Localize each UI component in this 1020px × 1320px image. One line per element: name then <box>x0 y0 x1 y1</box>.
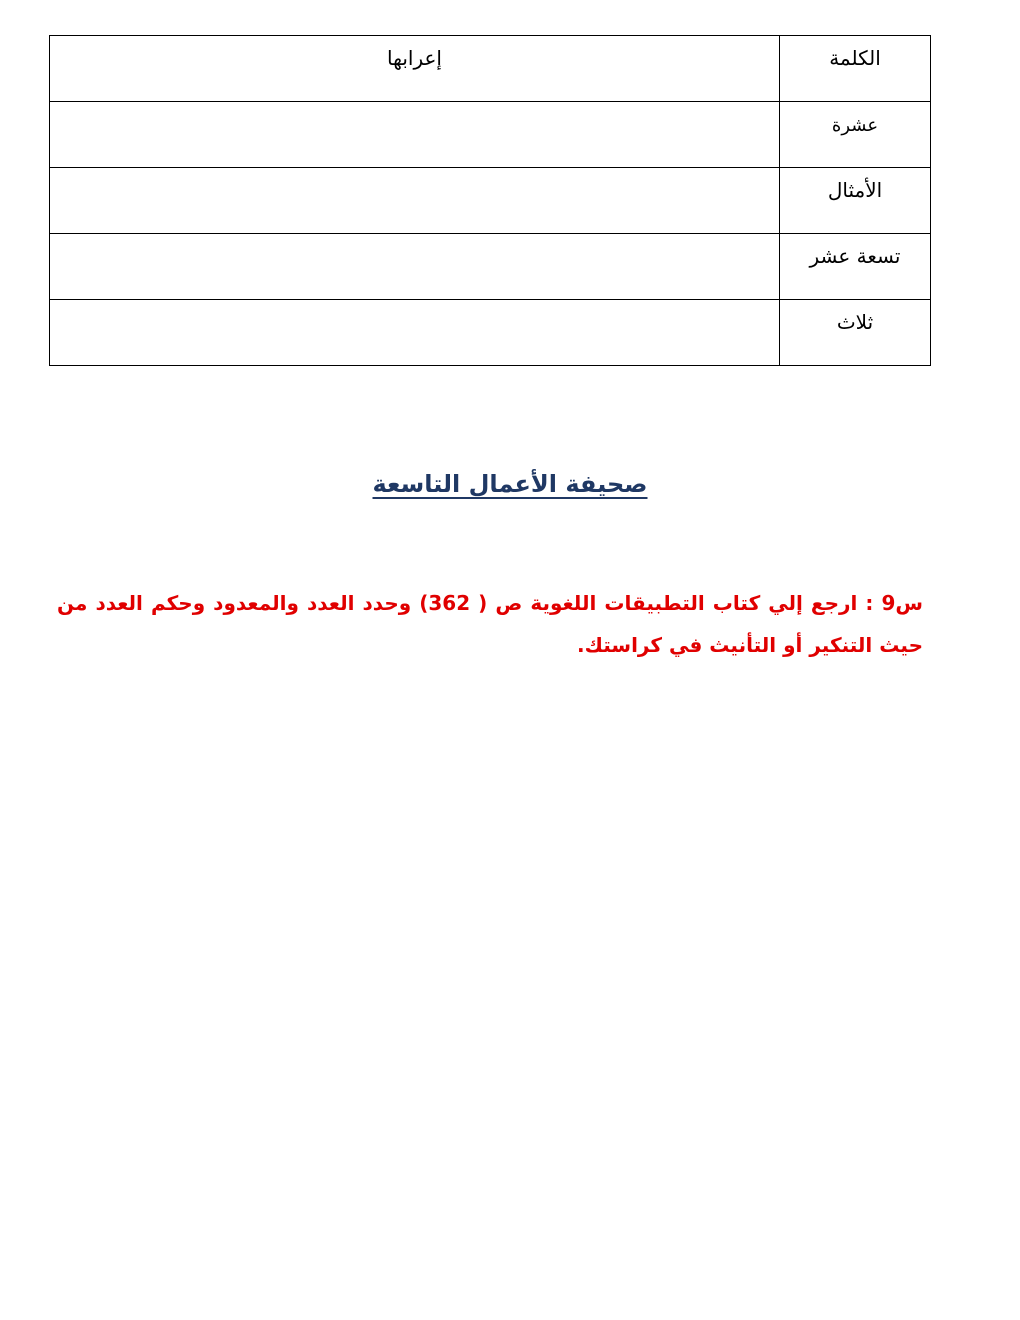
parsing-table <box>49 35 931 366</box>
header-cell-parsing <box>50 36 780 102</box>
worksheet-title: صحيفة الأعمال التاسعة <box>372 470 648 498</box>
word-cell <box>780 300 931 366</box>
table-header-row <box>50 36 931 102</box>
header-word-label: الكلمة <box>829 46 881 70</box>
table-row <box>50 300 931 366</box>
word-cell <box>780 234 931 300</box>
table-row <box>50 234 931 300</box>
worksheet-heading <box>0 470 1020 498</box>
word-label: الأمثال <box>827 178 883 202</box>
parsing-answer-cell[interactable] <box>50 168 780 234</box>
header-parsing-label: إعرابها <box>387 46 442 70</box>
word-label: تسعة عشر <box>809 244 901 268</box>
question-text: س9 : ارجع إلي كتاب التطبيقات اللغوية ص ( 362) وحدد العدد والمعدود وحكم العدد من حيث التنكير أو التأنيث في كراستك. <box>57 591 923 657</box>
word-cell <box>780 168 931 234</box>
parsing-answer <box>50 168 779 178</box>
parsing-answer <box>50 300 779 310</box>
parsing-answer-cell[interactable] <box>50 300 780 366</box>
word-label: عشرة <box>831 115 879 136</box>
parsing-answer <box>50 102 779 112</box>
word-cell <box>780 102 931 168</box>
parsing-answer-cell[interactable] <box>50 234 780 300</box>
table-row <box>50 168 931 234</box>
word-label: ثلاث <box>836 310 874 334</box>
header-cell-word <box>780 36 931 102</box>
table-row <box>50 102 931 168</box>
parsing-answer-cell[interactable] <box>50 102 780 168</box>
parsing-answer <box>50 234 779 244</box>
